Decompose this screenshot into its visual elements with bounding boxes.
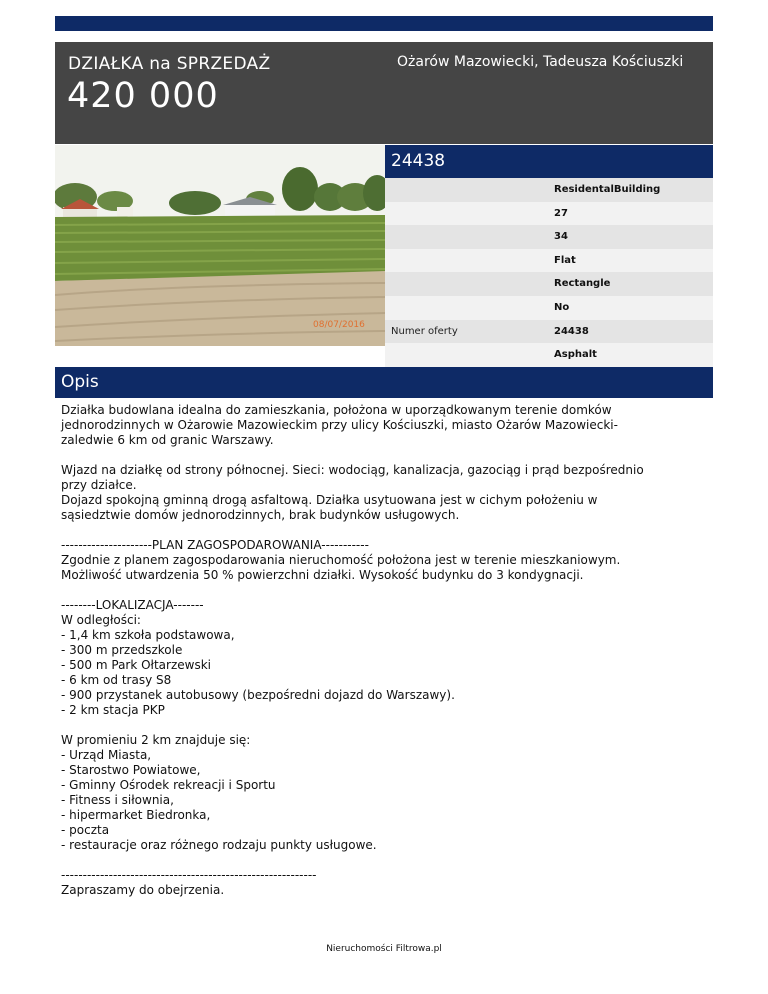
listing-address: Ożarów Mazowiecki, Tadeusza Kościuszki	[397, 54, 684, 70]
top-accent-bar	[55, 16, 713, 31]
detail-label: Numer oferty	[391, 325, 458, 337]
footer-agency: Nieruchomości Filtrowa.pl	[326, 944, 442, 954]
details-row	[385, 320, 713, 344]
section-header-opis	[55, 367, 713, 398]
offer-id: 24438	[391, 151, 446, 171]
listing-header	[55, 42, 713, 144]
details-row	[385, 249, 713, 273]
section-title: Opis	[61, 372, 99, 392]
photo-date-stamp: 08/07/2016	[313, 320, 365, 330]
property-photo	[55, 145, 385, 346]
details-row	[385, 272, 713, 296]
description-text: Działka budowlana idealna do zamieszkania, położona w uporządkowanym terenie domków jednorodzinnych w Ożarowie Mazowieckim przy ulicy Kościuszki, miasto Ożarów Mazowiecki- zaledwie 6 km od granic Warszawy. Wjazd na działkę od strony północnej. Sieci: wodociąg, kanalizacja, gazociąg i prąd bezpośrednio przy działce. Dojazd spokojną gminną drogą asfaltową. Działka usytuowana jest w cichym położeniu w sąsiedztwie domów jednorodzinnych, brak budynków usługowych. ---------------------PLAN ZAGOSPODAROWANIA----------- Zgodnie z planem zagospodarowania nieruchomość położona jest w terenie mieszkaniowym. Możliwość utwardzenia 50 % powierzchni działki. Wysokość budynku do 3 kondygnacji. --------LOKALIZACJA------- W odległości: - 1,4 km szkoła podstawowa, - 300 m przedszkole - 500 m Park Ołtarzewski - 6 km od trasy S8 - 900 przystanek autobusowy (bezpośredni dojazd do Warszawy). - 2 km stacja PKP W promieniu 2 km znajduje się: - Urząd Miasta, - Starostwo Powiatowe, - Gminny Ośrodek rekreacji i Sportu - Fitness i siłownia, - hipermarket Biedronka, - poczta - restauracje oraz różnego rodzaju punkty usługowe. ----------------------------------------------------------- Zapraszamy do obejrzenia.	[61, 403, 644, 897]
detail-value: 24438	[554, 325, 589, 337]
detail-value: Asphalt	[554, 349, 597, 361]
detail-value: 27	[554, 207, 568, 219]
detail-value: No	[554, 301, 570, 313]
detail-value: 34	[554, 231, 568, 243]
detail-value: ResidentalBuilding	[554, 184, 661, 195]
details-table	[385, 178, 713, 367]
details-row	[385, 343, 713, 367]
offer-id-bar	[385, 145, 713, 178]
listing-type: DZIAŁKA na SPRZEDAŻ	[68, 54, 271, 74]
detail-value: Flat	[554, 254, 576, 266]
details-row	[385, 178, 713, 202]
listing-price: 420 000	[67, 76, 219, 116]
details-row	[385, 202, 713, 226]
details-row	[385, 225, 713, 249]
details-row	[385, 296, 713, 320]
detail-value: Rectangle	[554, 278, 611, 290]
